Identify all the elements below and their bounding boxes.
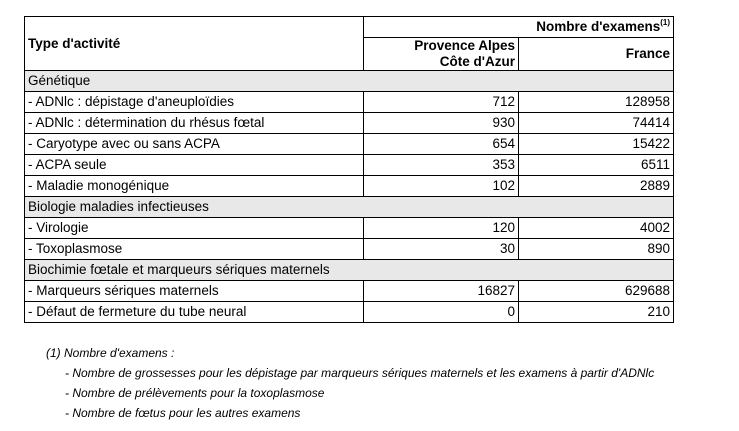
france-value: 890 (519, 239, 674, 260)
table-row (25, 218, 674, 239)
row-label: - ADNlc : dépistage d'aneuploïdies (25, 92, 364, 113)
row-label: - ACPA seule (25, 155, 364, 176)
region-value: 0 (364, 302, 519, 323)
exams-table (24, 16, 674, 323)
table-row (25, 113, 674, 134)
france-value: 74414 (519, 113, 674, 134)
exam-count-header (364, 17, 674, 38)
footnote-item: - Nombre de prélèvements pour la toxoplasmose (65, 386, 325, 400)
france-header: France (519, 38, 674, 71)
france-value: 128958 (519, 92, 674, 113)
region-value: 102 (364, 176, 519, 197)
region-value: 712 (364, 92, 519, 113)
row-label: - Caryotype avec ou sans ACPA (25, 134, 364, 155)
table-row (25, 176, 674, 197)
section-title: Génétique (25, 71, 674, 92)
table-row (25, 302, 674, 323)
footnotes (46, 343, 654, 423)
france-value: 15422 (519, 134, 674, 155)
region-value: 353 (364, 155, 519, 176)
region-value: 654 (364, 134, 519, 155)
section-row (25, 71, 674, 92)
section-row (25, 197, 674, 218)
region-value: 930 (364, 113, 519, 134)
france-value: 4002 (519, 218, 674, 239)
footnote-item: - Nombre de grossesses pour les dépistage par marqueurs sériques maternels et les examens à partir d'ADNlc (65, 366, 655, 380)
row-label: - Marqueurs sériques maternels (25, 281, 364, 302)
region-value: 120 (364, 218, 519, 239)
section-title: Biochimie fœtale et marqueurs sériques maternels (25, 260, 674, 281)
region-header-line1: Provence Alpes (414, 38, 515, 53)
france-value: 6511 (519, 155, 674, 176)
france-value: 629688 (519, 281, 674, 302)
france-value: 210 (519, 302, 674, 323)
footnote-item: - Nombre de fœtus pour les autres examens (65, 406, 301, 420)
row-label: - Maladie monogénique (25, 176, 364, 197)
france-value: 2889 (519, 176, 674, 197)
section-row (25, 260, 674, 281)
table-row (25, 92, 674, 113)
table-row (25, 155, 674, 176)
region-value: 16827 (364, 281, 519, 302)
region-header (364, 38, 519, 71)
region-value: 30 (364, 239, 519, 260)
row-label: - Virologie (25, 218, 364, 239)
section-title: Biologie maladies infectieuses (25, 197, 674, 218)
region-header-line2: Côte d'Azur (439, 54, 515, 69)
footnote-marker: (1) (660, 18, 670, 27)
table-row (25, 281, 674, 302)
exam-count-header-text: Nombre d'examens (536, 19, 661, 34)
row-label: - Toxoplasmose (25, 239, 364, 260)
activity-header: Type d'activité (25, 17, 364, 71)
header-row-1 (25, 17, 674, 38)
row-label: - Défaut de fermeture du tube neural (25, 302, 364, 323)
table-row (25, 134, 674, 155)
row-label: - ADNlc : détermination du rhésus fœtal (25, 113, 364, 134)
table-row (25, 239, 674, 260)
table-body (25, 71, 674, 323)
footnote-title: (1) Nombre d'examens : (46, 346, 175, 360)
